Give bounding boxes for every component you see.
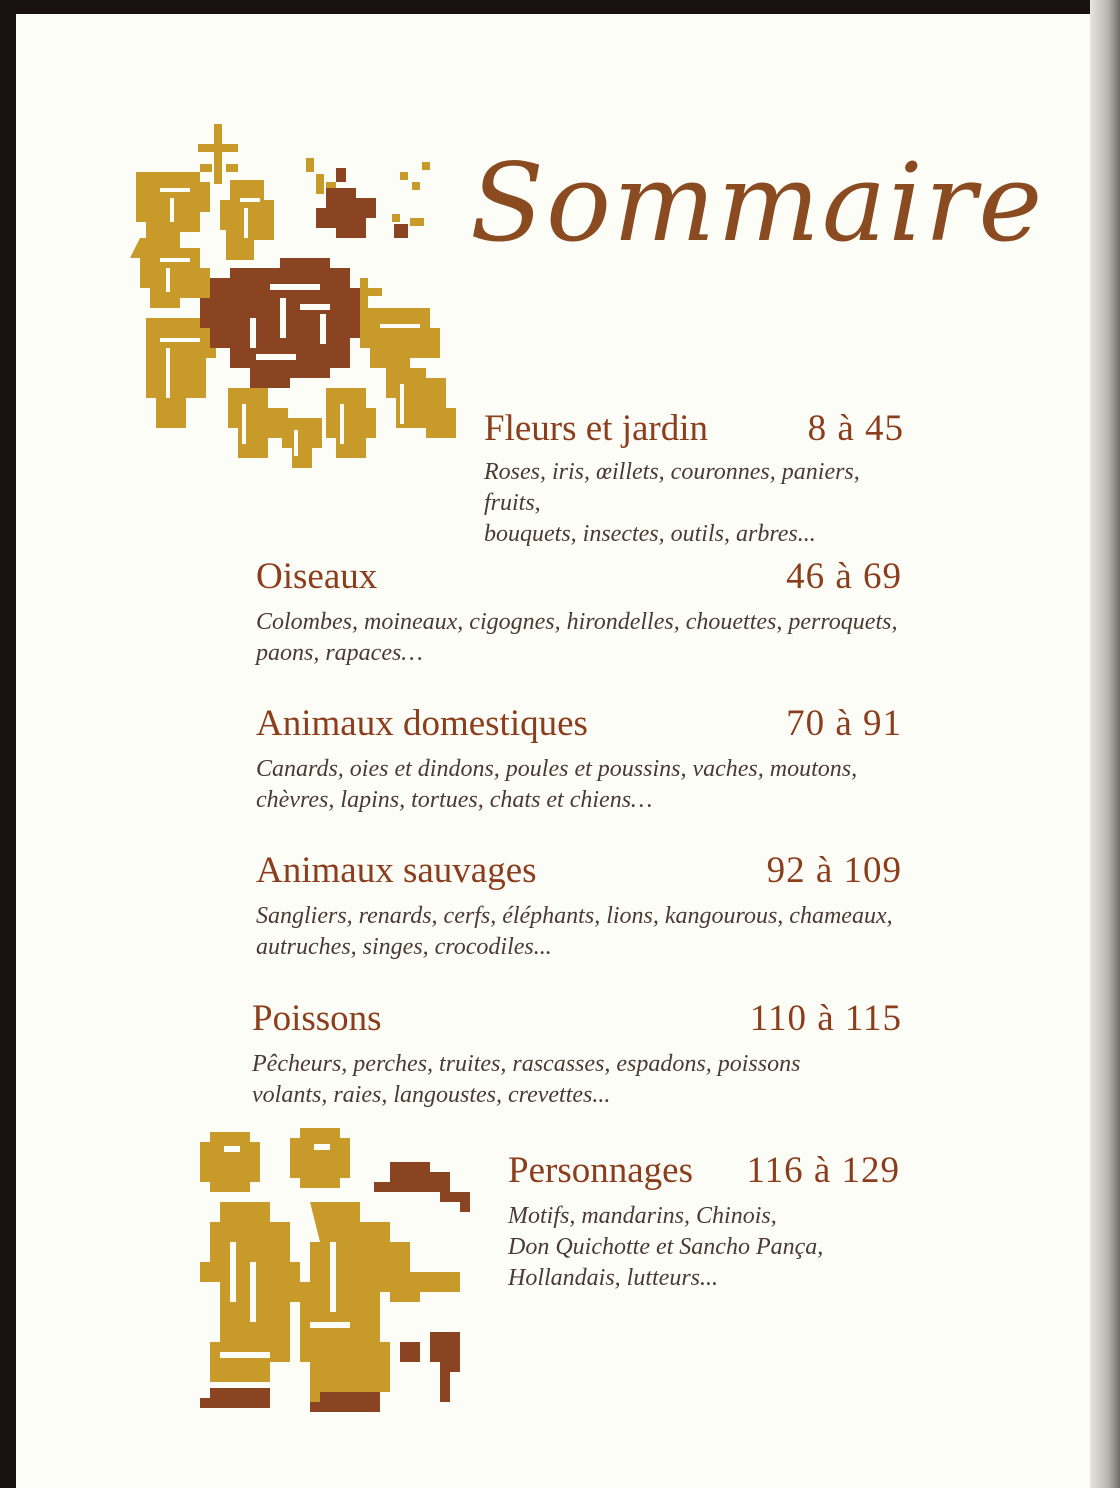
entry-desc-line: Canards, oies et dindons, poules et poussins, vaches, moutons, [256,756,858,782]
scan-border-right [1090,0,1120,1488]
entry-heading: Personnages [508,1150,693,1191]
toc-entry-animaux-sauvages[interactable] [256,852,902,963]
entry-pages: 70 à 91 [786,703,902,744]
entry-desc-line: bouquets, insectes, outils, arbres... [484,521,816,547]
entry-heading: Animaux domestiques [256,703,588,744]
entry-pages: 116 à 129 [746,1150,900,1191]
entry-desc-line: Pêcheurs, perches, truites, rascasses, espadons, poissons [252,1051,801,1077]
entry-desc-line: Hollandais, lutteurs... [508,1265,719,1291]
entry-desc-line: Roses, iris, œillets, couronnes, paniers, fruits, [484,459,860,516]
entry-desc-line: chèvres, lapins, tortues, chats et chiens… [256,787,653,813]
entry-pages: 46 à 69 [786,556,902,597]
entry-desc-line: Colombes, moineaux, cigognes, hirondelles, chouettes, perroquets, [256,609,898,635]
entry-desc-line: paons, rapaces… [256,640,423,666]
entry-heading: Fleurs et jardin [484,408,709,449]
toc-entry-fleurs[interactable] [484,410,904,550]
entry-pages: 110 à 115 [749,998,902,1039]
entry-desc-line: volants, raies, langoustes, crevettes... [252,1082,611,1108]
page-title: Sommaire [470,141,1045,266]
cross-stitch-rose-motif [130,118,465,478]
entry-heading: Poissons [252,998,382,1039]
toc-entry-personnages[interactable] [508,1152,900,1294]
entry-pages: 8 à 45 [807,408,904,449]
entry-desc-line: Sangliers, renards, cerfs, éléphants, lions, kangourous, chameaux, [256,903,893,929]
toc-entry-poissons[interactable] [252,1000,902,1111]
toc-entry-oiseaux[interactable] [256,558,902,669]
cross-stitch-figures-motif [190,1122,475,1432]
entry-pages: 92 à 109 [766,850,902,891]
entry-desc-line: autruches, singes, crocodiles... [256,934,552,960]
entry-heading: Oiseaux [256,556,378,597]
entry-desc-line: Motifs, mandarins, Chinois, [508,1203,777,1229]
entry-heading: Animaux sauvages [256,850,537,891]
entry-desc-line: Don Quichotte et Sancho Pança, [508,1234,824,1260]
toc-entry-animaux-domestiques[interactable] [256,705,902,816]
